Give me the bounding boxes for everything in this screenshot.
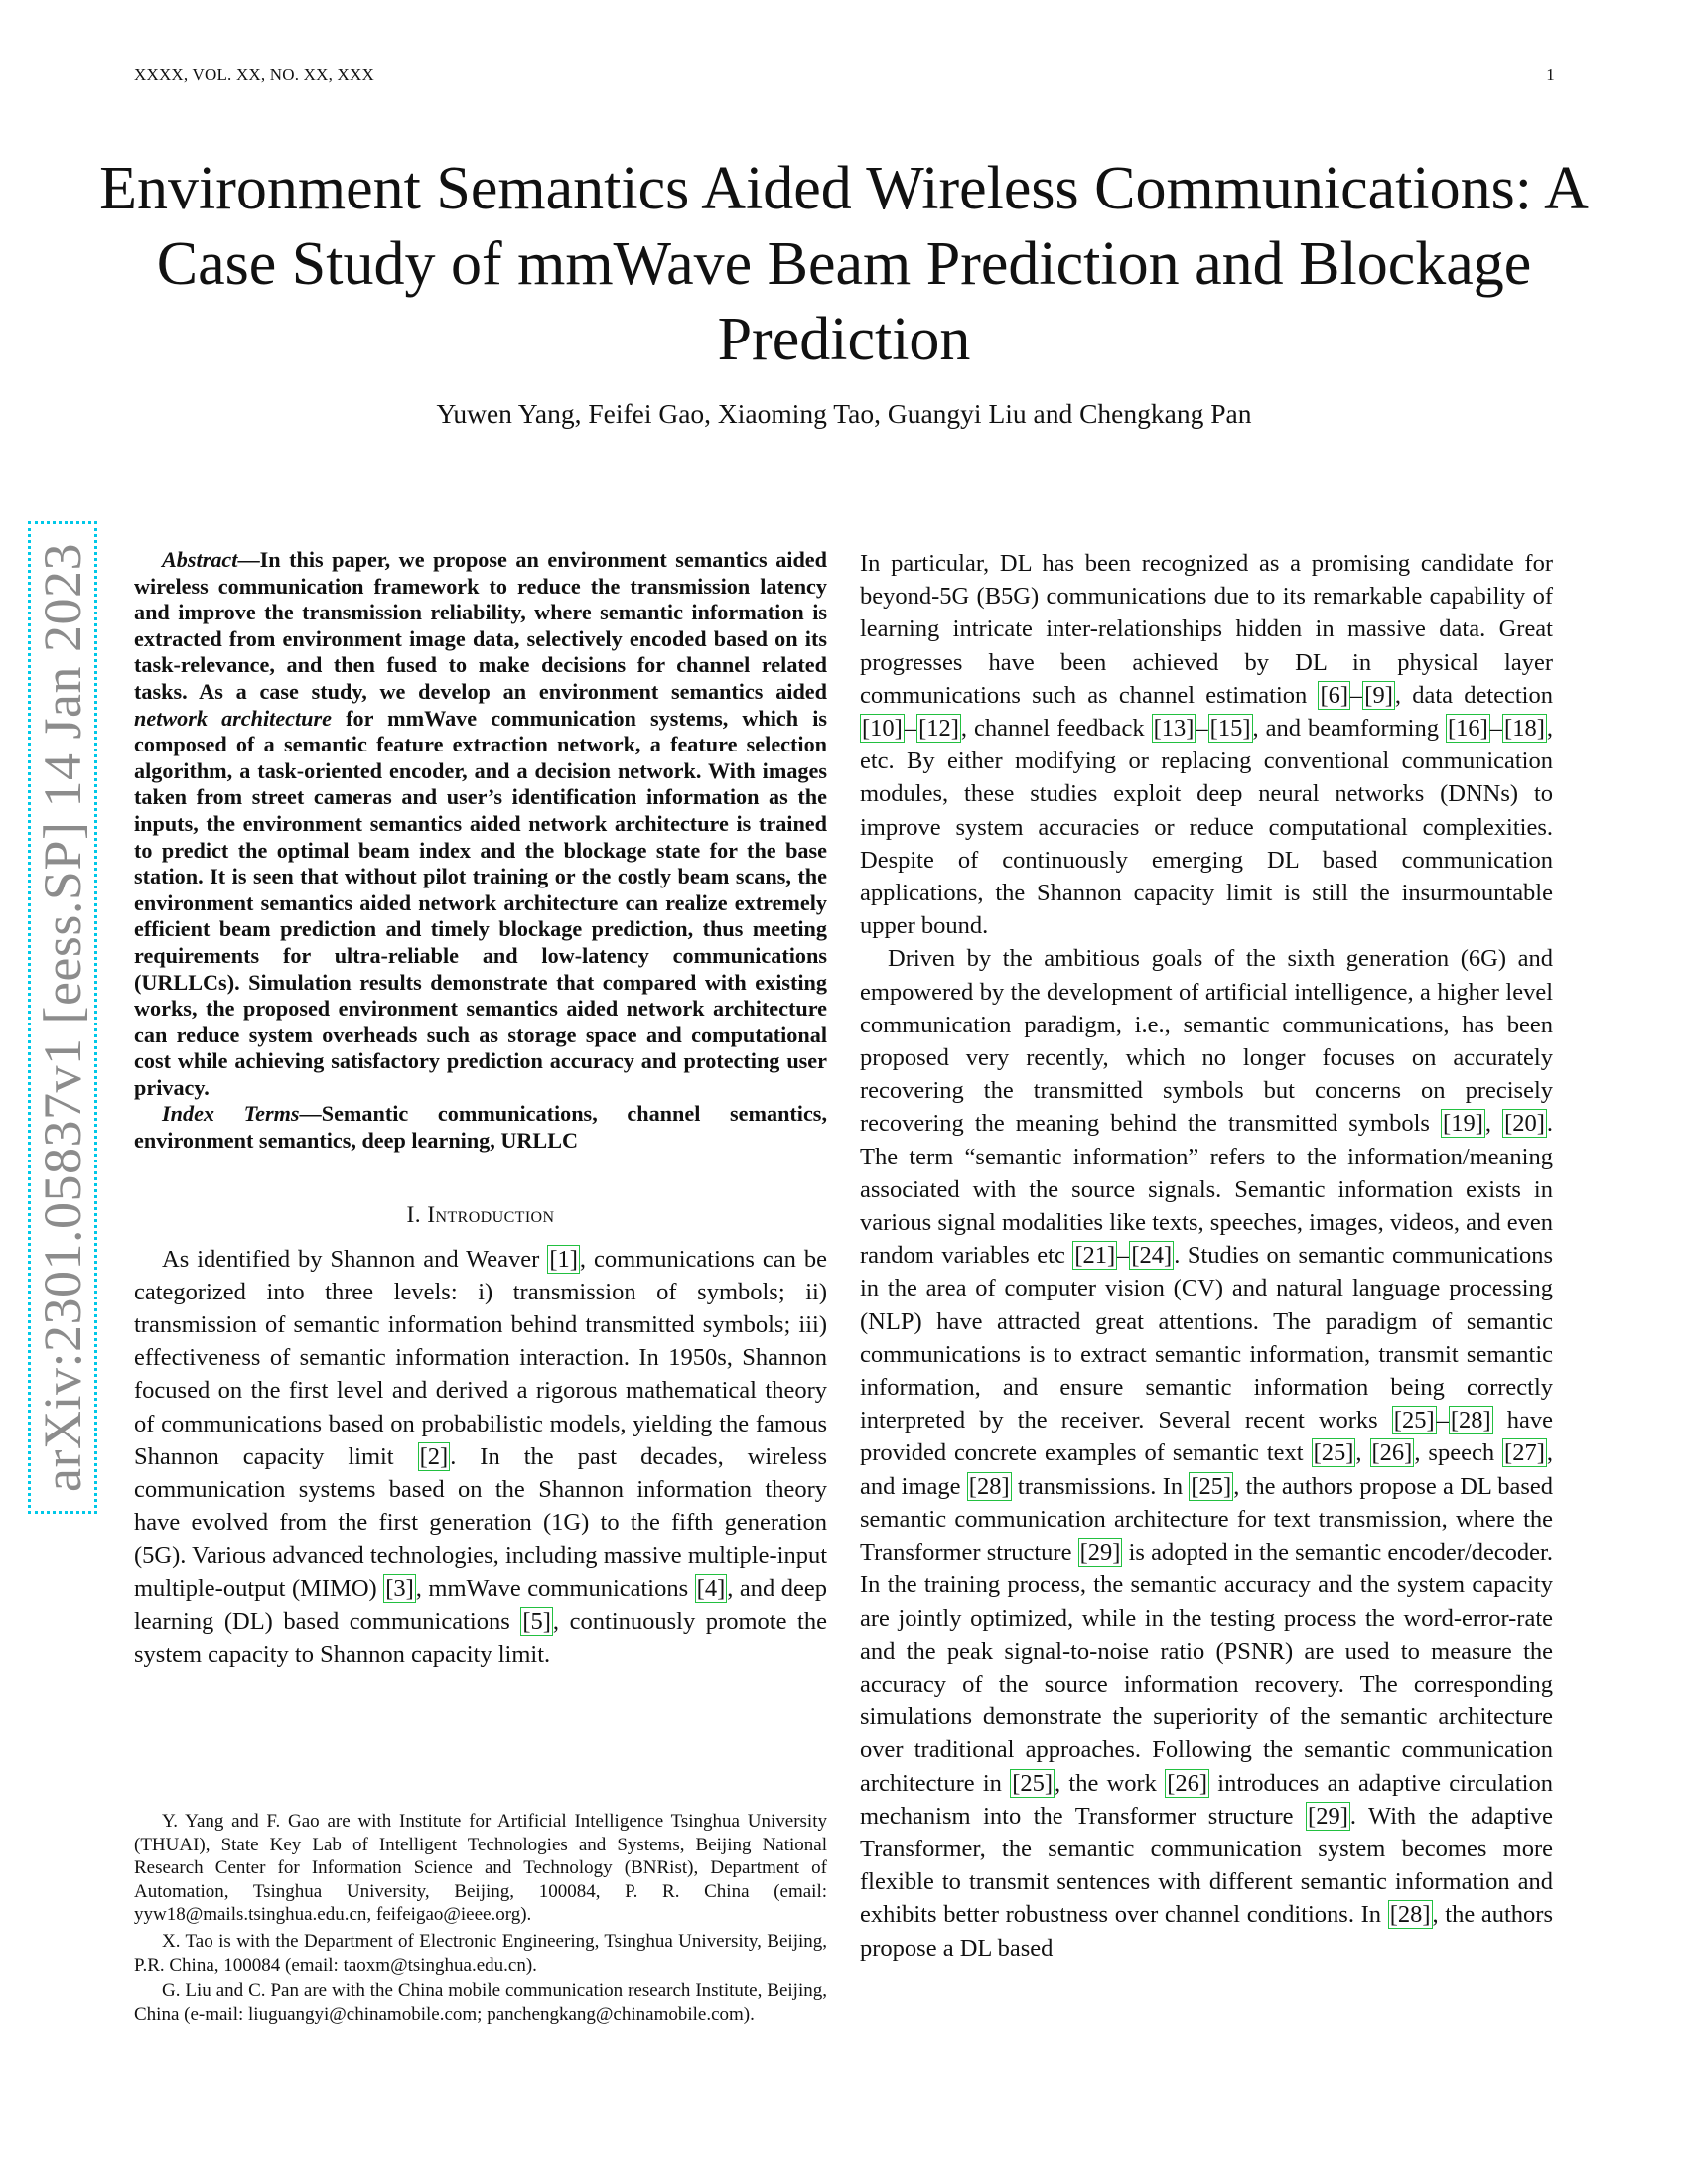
paragraph-text: As identified by Shannon and Weaver xyxy=(162,1245,548,1273)
paragraph-text: . With the adaptive Transformer, the semantic communication system becomes more flexible to transmit sentences with different semantic information and exhibits better robustness over channel conditions. In xyxy=(860,1802,1553,1929)
citation-link[interactable]: [25] xyxy=(1393,1407,1435,1434)
citation-link[interactable]: [3] xyxy=(385,1574,414,1602)
paragraph-text: , channel feedback xyxy=(960,715,1152,743)
arxiv-identifier: arXiv:2301.05837v1 [eess.SP] 14 Jan 2023 xyxy=(33,543,92,1492)
citation-link[interactable]: [28] xyxy=(968,1472,1010,1500)
citation-link[interactable]: [25] xyxy=(1012,1769,1054,1797)
footnotes xyxy=(134,1810,827,2029)
footnote: Y. Yang and F. Gao are with Institute for Artificial Intelligence Tsinghua University (THUAI), State Key Lab of Intelligent Technologies and Systems, Beijing National Research Center for Information Science and Technology (BNRist), Department of Automation, Tsinghua University, Beijing, 100084, P. R. China (email: yyw18@mails.tsinghua.edu.cn, feifeigao@ieee.org). xyxy=(134,1811,827,1926)
paragraph-text: – xyxy=(904,715,917,743)
index-terms-text: —Semantic communications, channel semantics, environment semantics, deep learning, URLLC xyxy=(134,1101,827,1154)
citation-link[interactable]: [29] xyxy=(1308,1802,1348,1830)
author-list: Yuwen Yang, Feifei Gao, Xiaoming Tao, Guangyi Liu and Chengkang Pan xyxy=(436,398,1252,429)
citation-link[interactable]: [28] xyxy=(1389,1901,1431,1929)
section-title: Introduction xyxy=(427,1201,555,1228)
paper-title: Environment Semantics Aided Wireless Communications: A Case Study of mmWave Beam Prediction and Blockage Prediction xyxy=(99,155,1589,373)
abstract xyxy=(134,547,827,1101)
footnote: G. Liu and C. Pan are with the China mobile communication research Institute, Beijing, China (e-mail: liuguangyi@chinamobile.com; panchengkang@chinamobile.com). xyxy=(134,1980,827,2025)
abstract-emphasis: network architecture xyxy=(134,705,333,731)
paragraph-text: In particular, DL has been recognized as a promising candidate for beyond-5G (B5G) communications due to its remarkable capability of learning intricate inter-relationships hidden in massive data. Great progresses have been achieved by DL in physical layer communications such as channel estimation xyxy=(860,550,1553,709)
citation-link[interactable]: [20] xyxy=(1504,1110,1545,1138)
citation-link[interactable]: [25] xyxy=(1191,1472,1232,1500)
abstract-text: for mmWave communication systems, which is composed of a semantic feature extraction network, a feature selection algorithm, a task-oriented encoder, and a decision network. With images taken from street cameras and user’s identification information as the inputs, the environment semantics aided network architecture is trained to predict the optimal beam index and the blockage state for the base station. It is seen that without pilot training or the costly beam scans, the environment semantics aided network architecture can realize extremely efficient beam prediction and timely blockage prediction, thus meeting requirements for ultra-reliable and low-latency communications (URLLCs). Simulation results demonstrate that compared with existing works, the proposed environment semantics aided network architecture can reduce system overheads such as storage space and computational cost while achieving satisfactory prediction accuracy and protecting user privacy. xyxy=(134,705,827,1100)
paragraph-text: , the authors propose a DL based semantic communication architecture for text transmission, where the Transformer structure xyxy=(860,1472,1554,1567)
citation-link[interactable]: [25] xyxy=(1313,1439,1354,1467)
paragraph-text: – xyxy=(1489,715,1503,743)
paragraph-text: . The term “semantic information” refers to the information/meaning associated with the source signals. Semantic information exists in various signal modalities like texts, speeches, images, videos, and even random variables etc xyxy=(860,1110,1554,1270)
footnote: X. Tao is with the Department of Electronic Engineering, Tsinghua University, Beijing, P.R. China, 100084 (email: taoxm@tsinghua.edu.cn). xyxy=(134,1930,827,1976)
paragraph-text: , data detection xyxy=(1394,681,1553,709)
citation-link[interactable]: [19] xyxy=(1443,1110,1483,1138)
citation-link[interactable]: [1] xyxy=(549,1245,578,1273)
paragraph-text: , speech xyxy=(1414,1439,1503,1467)
paragraph-text: introduces an adaptive circulation mechanism into the Transformer structure xyxy=(860,1769,1553,1830)
citation-link[interactable]: [26] xyxy=(1371,1439,1413,1467)
citation-link[interactable]: [4] xyxy=(696,1574,726,1602)
citation-link[interactable]: [15] xyxy=(1209,715,1251,743)
right-column xyxy=(860,547,1553,1965)
index-terms xyxy=(134,1101,827,1154)
citation-link[interactable]: [12] xyxy=(918,715,959,743)
citation-link[interactable]: [6] xyxy=(1320,681,1349,709)
paragraph-text: , etc. By either modifying or replacing conventional communication modules, these studies exploit deep neural networks (DNNs) to improve system accuracies or reduce computational complexities. Despite of continuously emerging DL based communication applications, the Shannon capacity limit is still the insurmountable upper bound. xyxy=(860,715,1553,940)
paragraph-text: is adopted in the semantic encoder/decoder. In the training process, the semantic accuracy and the system capacity are jointly optimized, while in the testing process the word-error-rate and the peak signal-to-noise ratio (PSNR) are used to measure the accuracy of the source information recovery. The corresponding simulations demonstrate the superiority of the semantic architecture over traditional approaches. Following the semantic communication architecture in xyxy=(860,1539,1553,1797)
paragraph-text: , the work xyxy=(1055,1769,1166,1797)
citation-link[interactable]: [18] xyxy=(1504,715,1545,743)
paragraph-text: – xyxy=(1196,715,1208,743)
index-terms-label: Index Terms xyxy=(162,1101,300,1127)
paragraph-text: – xyxy=(1350,681,1363,709)
paragraph-text: , continuously promote the system capacity to Shannon capacity limit. xyxy=(134,1607,827,1669)
section-numeral: I. xyxy=(406,1201,428,1228)
citation-link[interactable]: [28] xyxy=(1450,1407,1491,1434)
intro-paragraph xyxy=(134,1243,827,1672)
citation-link[interactable]: [2] xyxy=(419,1442,449,1470)
paragraph-text: – xyxy=(1436,1407,1449,1434)
arxiv-stamp[interactable] xyxy=(28,521,97,1514)
citation-link[interactable]: [5] xyxy=(522,1607,551,1635)
citation-link[interactable]: [21] xyxy=(1074,1242,1116,1270)
citation-link[interactable]: [27] xyxy=(1504,1439,1545,1467)
paragraph-text: , and image xyxy=(860,1439,1553,1500)
citation-link[interactable]: [16] xyxy=(1447,715,1488,743)
abstract-text: —In this paper, we propose an environment semantics aided wireless communication framework to reduce the transmission latency and improve the transmission reliability, where semantic information is extracted from environment image data, selectively encoded based on its task-relevance, and then fused to make decisions for channel related tasks. As a case study, we develop an environment semantics aided xyxy=(134,547,827,704)
paragraph-text: , xyxy=(1484,1110,1503,1138)
paragraph-text: , the authors propose a DL based xyxy=(860,1901,1553,1962)
paragraph-text: . Studies on semantic communications in the area of computer vision (CV) and natural language processing (NLP) have attracted great attentions. The paradigm of semantic communications is to extract semantic information, transmit semantic information, and ensure semantic information being correctly interpreted by the receiver. Several recent works xyxy=(860,1242,1553,1434)
paragraph-text: have provided concrete examples of semantic text xyxy=(860,1407,1553,1467)
paragraph-text: transmissions. In xyxy=(1011,1472,1190,1500)
paragraph-text: Driven by the ambitious goals of the sixth generation (6G) and empowered by the development of artificial intelligence, a higher level communication paradigm, i.e., semantic communications, has been proposed very recently, which no longer focuses on accurately recovering the transmitted symbols but concerns on precisely recovering the meaning behind the transmitted symbols xyxy=(860,945,1553,1138)
running-header: XXXX, VOL. XX, NO. XX, XXX xyxy=(134,66,374,84)
left-column xyxy=(134,547,827,1671)
paragraph-text: , and beamforming xyxy=(1252,715,1446,743)
paragraph-text: , mmWave communications xyxy=(415,1574,695,1602)
abstract-label: Abstract xyxy=(162,547,238,572)
paragraph-text: , communications can be categorized into three levels: i) transmission of symbols; ii) transmission of semantic information behind transmitted symbols; iii) effectiveness of semantic information interaction. In 1950s, Shannon focused on the first level and derived a rigorous mathematical theory of communications based on probabilistic models, yielding the famous Shannon capacity limit xyxy=(134,1245,827,1470)
body-paragraph xyxy=(860,547,1553,942)
paragraph-text: , xyxy=(1355,1439,1370,1467)
citation-link[interactable]: [9] xyxy=(1364,681,1393,709)
body-paragraph xyxy=(860,942,1553,1964)
paragraph-text: – xyxy=(1117,1242,1130,1270)
citation-link[interactable]: [13] xyxy=(1153,715,1195,743)
citation-link[interactable]: [26] xyxy=(1167,1769,1208,1797)
paragraph-text: , and deep learning (DL) based communications xyxy=(134,1574,828,1635)
paragraph-text: . In the past decades, wireless communication systems based on the Shannon information theory have evolved from the first generation (1G) to the fifth generation (5G). Various advanced technologies, including massive multiple-input multiple-output (MIMO) xyxy=(134,1442,827,1602)
section-heading xyxy=(134,1202,827,1229)
page-number: 1 xyxy=(1546,66,1555,84)
citation-link[interactable]: [24] xyxy=(1131,1242,1173,1270)
citation-link[interactable]: [29] xyxy=(1079,1539,1121,1567)
citation-link[interactable]: [10] xyxy=(862,715,903,743)
